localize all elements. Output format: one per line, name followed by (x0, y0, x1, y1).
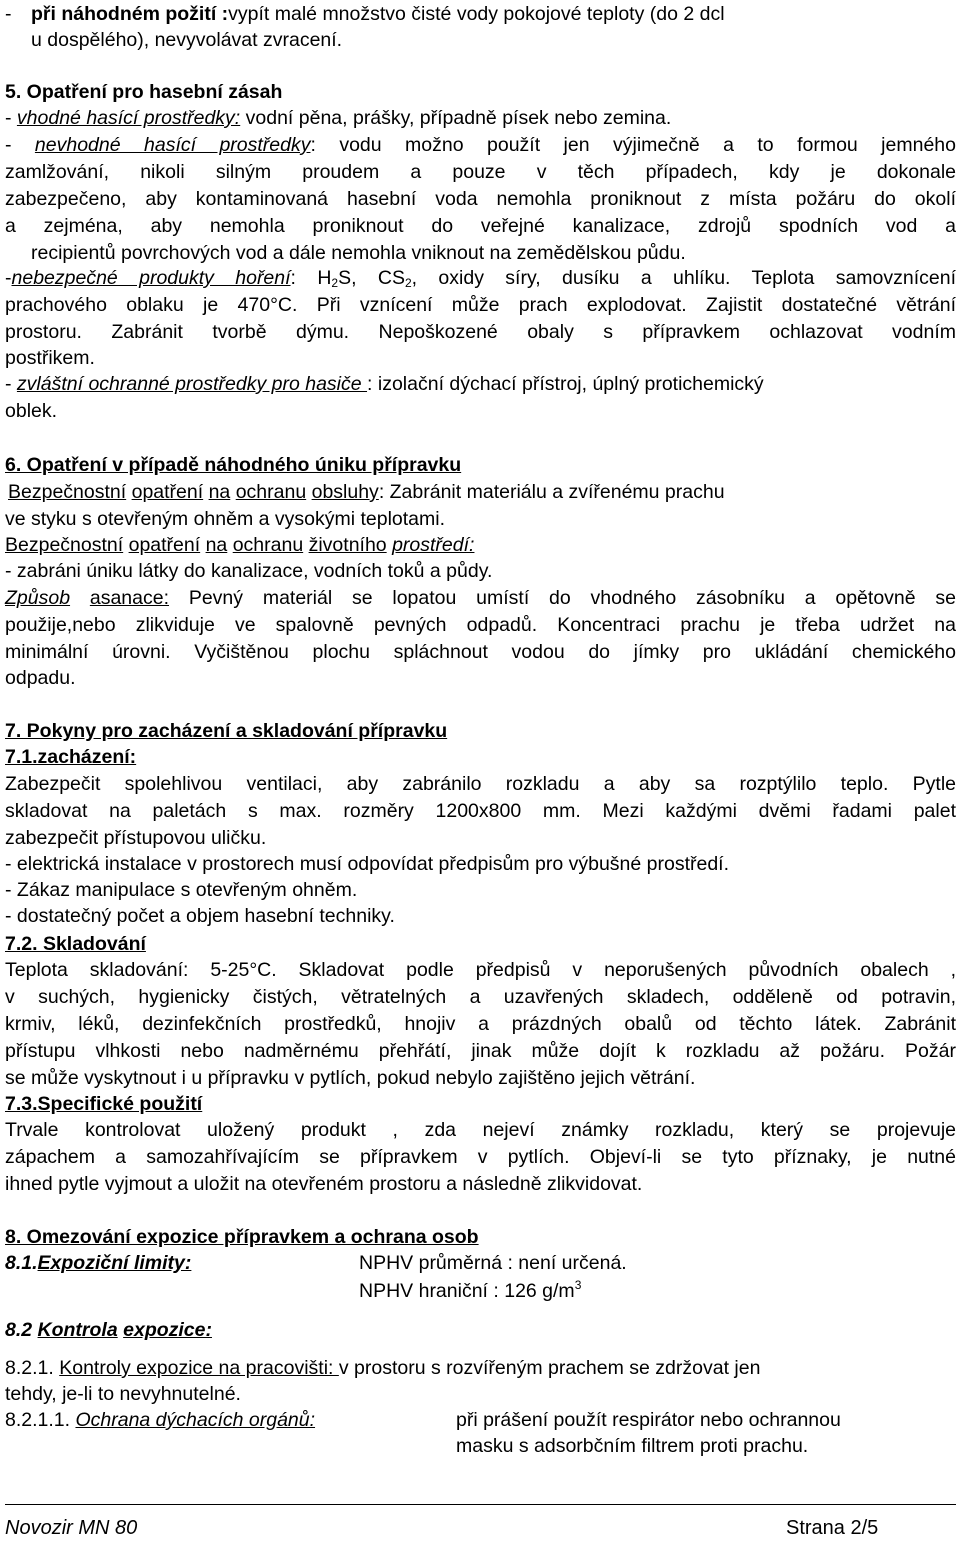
footer-product-name: Novozir MN 80 (5, 1517, 138, 1539)
hazard-line-1: -nebezpečné produkty hoření: $H_2S$, $CS_2$, oxidy síry, dusíku a uhlíku. Teplota samovznícení (5, 267, 957, 290)
footer-divider (5, 1504, 956, 1505)
hazard-line-4: postřikem. (5, 347, 95, 369)
handling-line-3: zabezpečit přístupovou uličku. (5, 827, 267, 849)
footer-page-number: Strana 2/5 (786, 1517, 879, 1539)
unsuitable-line-2: zamlžování, nikoli silným proudem a pouze v těch případech, kdy je dokonale (5, 161, 956, 183)
dash: - (5, 3, 12, 25)
hazard-line-2: prachového oblaku je 470°C. Při vznícení může prach explodovat. Zajistit dostatečné větrání (5, 294, 956, 316)
storage-line-4: přístupu vlhkosti nebo nadměrnému přehřátí, jinak může dojít k rozkladu až požáru. Požár (5, 1040, 956, 1062)
hazard-line-3: prostoru. Zabránit tvorbě dýmu. Nepoškozené obaly s přípravkem ochlazovat vodním (5, 321, 956, 343)
subsection-7-3-heading: 7.3.Specifické použití (5, 1093, 203, 1115)
suitable-label: vhodné hasící prostředky: (16, 107, 241, 129)
environmental-text: - zabráni úniku látky do kanalizace, vodních toků a půdy. (5, 560, 493, 582)
handling-line-6: - dostatečný počet a objem hasební techniky. (5, 905, 395, 927)
section-8-heading: 8. Omezování expozice přípravkem a ochrana osob (5, 1226, 479, 1248)
ingestion-line-2: u dospělého), nevyvolávat zvracení. (31, 29, 343, 51)
cleanup-line-1: Způsob asanace: Pevný materiál se lopatou umístí do vhodného zásobníku a opětovně se (5, 587, 957, 609)
respiratory-protection-line-2: masku s adsorbčním filtrem proti prachu. (456, 1435, 809, 1457)
storage-line-5: se může vyskytnout i u přípravku v pytlích, pokud nebylo zajištěno jejich větrání. (5, 1067, 696, 1089)
section-6-heading: 6. Opatření v případě náhodného úniku přípravku (5, 454, 462, 476)
npv-limit: NPHV hraniční : 126 $g/m^3$ (359, 1278, 582, 1302)
exposure-limits-heading: 8.1.Expoziční limity: (5, 1252, 192, 1274)
specific-use-line-2: zápachem a samozahřívajícím se přípravkem v pytlích. Objeví-li se tyto příznaky, je nutné (5, 1146, 956, 1168)
npv-average: NPHV průměrná : není určená. (359, 1252, 627, 1274)
cleanup-line-3: minimální úrovni. Vyčištěnou plochu spláchnout vodou do jímky pro ukládání chemického (5, 641, 956, 663)
ingestion-line-1 (5, 2, 956, 26)
specific-use-line-1: Trvale kontrolovat uložený produkt , zda nejeví známky rozkladu, který se projevuje (5, 1119, 956, 1141)
storage-line-1: Teplota skladování: 5-25°C. Skladovat podle předpisů v neporušených původních obalech , (5, 959, 956, 981)
respiratory-protection-line-1: při prášení použít respirátor nebo ochrannou (456, 1409, 841, 1431)
personal-precautions-line-1: Bezpečnostní opatření na ochranu obsluhy: Zabránit materiálu a zvířenému prachu (8, 481, 725, 503)
hazard-label: nebezpečné produkty hoření (11, 267, 291, 289)
handling-line-2: skladovat na paletách s max. rozměry 1200x800 mm. Mezi každými dvěmi řadami palet (5, 800, 956, 822)
unsuitable-line-5: recipientů povrchových vod a dále nemohla vniknout na zemědělskou půdu. (31, 242, 686, 264)
specific-use-line-3: ihned pytle vyjmout a uložit na otevřeném prostoru a následně zlikvidovat. (5, 1173, 643, 1195)
unsuitable-label: nevhodné hasící prostředky (34, 134, 311, 156)
section-5-heading: 5. Opatření pro hasební zásah (5, 81, 283, 103)
unsuitable-line-1: - nevhodné hasící prostředky: vodu možno použít jen výjimečně a to formou jemného (5, 134, 956, 156)
section-7-heading: 7. Pokyny pro zacházení a skladování přípravku (5, 720, 448, 742)
cleanup-line-4: odpadu. (5, 667, 76, 689)
handling-line-5: - Zákaz manipulace s otevřeným ohněm. (5, 879, 358, 901)
respiratory-protection-label: 8.2.1.1. Ochrana dýchacích orgánů: (5, 1409, 316, 1431)
subsection-7-2-heading: 7.2. Skladování (5, 933, 146, 955)
cleanup-line-2: použije,nebo zlikviduje ve spalovně pevných odpadů. Koncentraci prachu je třeba udržet na (5, 614, 956, 636)
workplace-control-line-1: 8.2.1. Kontroly expozice na pracovišti: v prostoru s rozvířeným prachem se zdržovat jen (5, 1357, 761, 1379)
unsuitable-line-4: a zejména, aby nemohla proniknout do veřejné kanalizace, zdrojů spodních vod a (5, 215, 956, 237)
special-label: zvláštní ochranné prostředky pro hasiče (16, 373, 368, 395)
unsuitable-line-3: zabezpečeno, aby kontaminovaná hasební voda nemohla proniknout z místa požáru do okolí (5, 188, 956, 210)
subsection-7-1-heading: 7.1.zacházení: (5, 746, 137, 768)
storage-line-3: krmiv, léků, dezinfekčních prostředků, hnojiv a prázdných obalů od těchto látek. Zabránit (5, 1013, 956, 1035)
personal-precautions-line-2: ve styku s otevřeným ohněm a vysokými teplotami. (5, 508, 445, 530)
ingestion-label: při náhodném požití : (31, 3, 229, 25)
storage-line-2: v suchých, hygienicky čistých, větratelných a uzavřených skladech, odděleně od potravin, (5, 986, 956, 1008)
handling-line-1: Zabezpečit spolehlivou ventilaci, aby zabránilo rozkladu a aby sa rozptýlilo teplo. Pytle (5, 773, 956, 795)
special-equipment-line-2: oblek. (5, 400, 58, 422)
environmental-precautions: Bezpečnostní opatření na ochranu životního prostředí: (5, 534, 475, 556)
special-equipment-line-1: - zvláštní ochranné prostředky pro hasiče : izolační dýchací přístroj, úplný protichemický (5, 373, 764, 395)
exposure-control-heading: 8.2 Kontrola expozice: (5, 1319, 212, 1341)
workplace-control-line-2: tehdy, je-li to nevyhnutelné. (5, 1383, 241, 1405)
ingestion-text: vypít malé množstvo čisté vody pokojové teploty (do 2 dcl (228, 3, 725, 25)
suitable-extinguishers: - vhodné hasící prostředky: vodní pěna, prášky, případně písek nebo zemina. (5, 107, 672, 129)
handling-line-4: - elektrická instalace v prostorech musí odpovídat předpisům pro výbušné prostředí. (5, 853, 730, 875)
